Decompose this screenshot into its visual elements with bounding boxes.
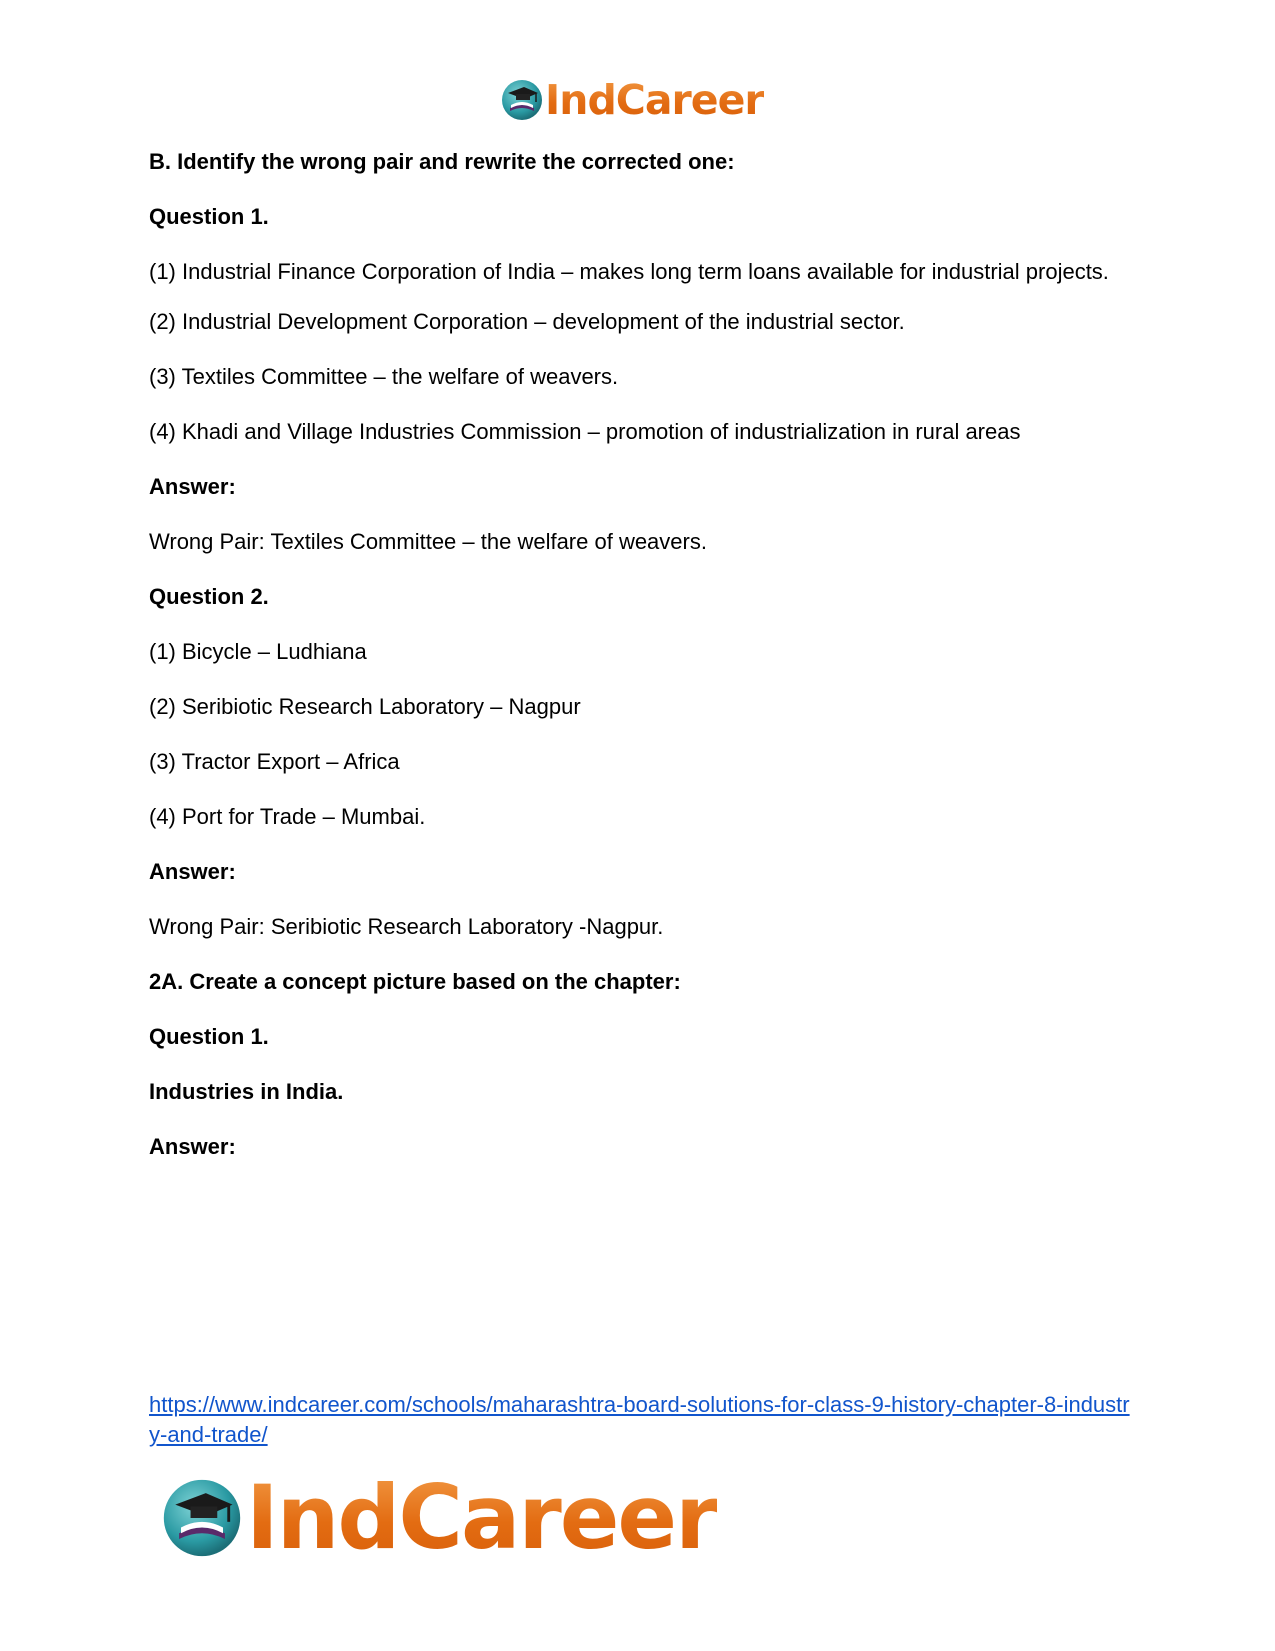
section-heading-b: B. Identify the wrong pair and rewrite the corrected one: [149,149,735,174]
answer-text: Wrong Pair: Textiles Committee – the welfare of weavers. [149,529,707,554]
list-item: (1) Bicycle – Ludhiana [149,639,367,664]
list-item: (2) Industrial Development Corporation – development of the industrial sector. [149,309,905,334]
logo-text: IndCareer [246,1466,717,1569]
answer-label: Answer: [149,1134,236,1159]
list-item: (4) Port for Trade – Mumbai. [149,804,426,829]
question-label: Question 1. [149,204,269,229]
question-text: Industries in India. [149,1079,344,1104]
question-label: Question 2. [149,584,269,609]
list-item: (1) Industrial Finance Corporation of India – makes long term loans available for industrial projects. [149,259,1109,284]
answer-label: Answer: [149,859,236,884]
footer-logo [160,1468,717,1568]
source-link[interactable]: https://www.indcareer.com/schools/maharashtra-board-solutions-for-class-9-history-chapter-8-industry-and-trade/ [149,1392,1130,1447]
question-label: Question 1. [149,1024,269,1049]
list-item: (4) Khadi and Village Industries Commission – promotion of industrialization in rural areas [149,419,1021,444]
list-item: (2) Seribiotic Research Laboratory – Nagpur [149,694,581,719]
section-heading-2a: 2A. Create a concept picture based on the chapter: [149,969,681,994]
document-body [149,147,1139,1187]
header-logo [500,76,764,124]
list-item: (3) Textiles Committee – the welfare of weavers. [149,364,619,389]
list-item: (3) Tractor Export – Africa [149,749,400,774]
graduation-cap-book-icon [500,78,544,122]
graduation-cap-book-icon [160,1476,244,1560]
answer-label: Answer: [149,474,236,499]
answer-text: Wrong Pair: Seribiotic Research Laboratory -Nagpur. [149,914,664,939]
logo-text: IndCareer [545,76,764,124]
